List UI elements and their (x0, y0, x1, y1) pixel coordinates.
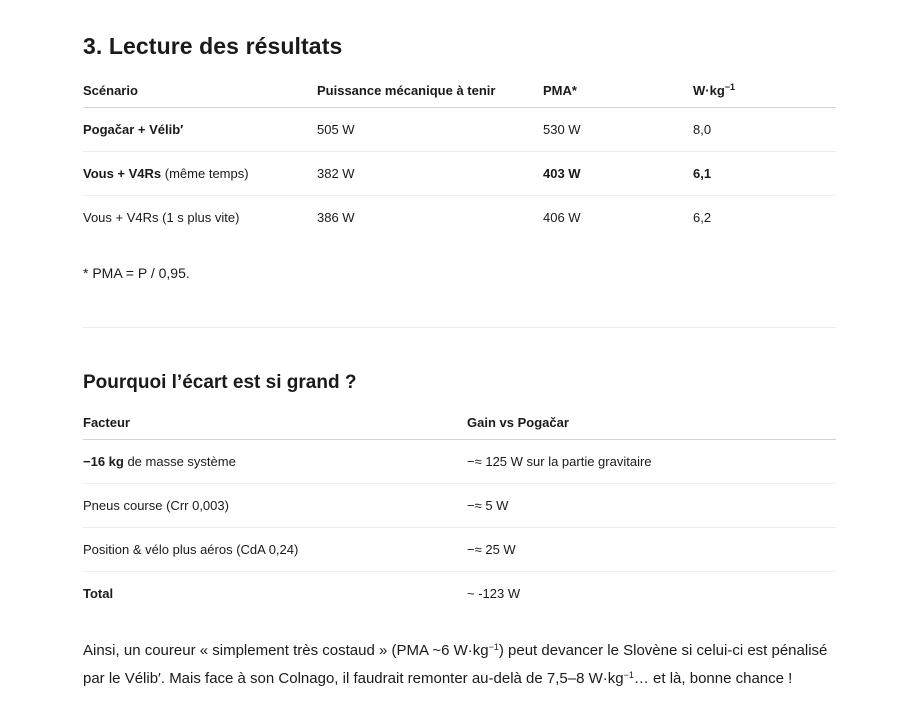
cell-factor (83, 572, 467, 616)
cell-factor (83, 440, 467, 484)
cell-pma: 406 W (543, 210, 581, 225)
cell-wkg: 6,1 (693, 152, 836, 196)
cell-gain: −≈ 125 W sur la partie gravitaire (467, 440, 836, 484)
cell-gain: −≈ 5 W (467, 484, 836, 528)
table-row (83, 152, 836, 196)
table-row (83, 572, 836, 616)
table-row (83, 108, 836, 152)
factor-text: Pneus course (Crr 0,003) (83, 498, 229, 513)
cell-gain: −≈ 25 W (467, 528, 836, 572)
header-wkg-exponent: −1 (724, 82, 736, 92)
header-gain: Gain vs Pogačar (467, 406, 836, 440)
header-factor: Facteur (83, 406, 467, 440)
section-heading: 3. Lecture des résultats (83, 33, 343, 59)
header-wkg (693, 74, 836, 108)
header-pma: PMA* (543, 74, 693, 108)
conclusion-exponent-1: −1 (488, 642, 499, 652)
header-scenario: Scénario (83, 74, 317, 108)
cell-pma: 530 W (543, 108, 693, 152)
table-row (83, 528, 836, 572)
conclusion-text-2: ) peut devancer le Slovène si celui-ci est pénalisé par le Vélib′. Mais face à son Colnago, il faudrait remonter au-delà de 7,5–8 W·kg (83, 642, 828, 687)
table-row (83, 196, 836, 240)
table-header-row (83, 406, 836, 440)
factor-text: Position & vélo plus aéros (CdA 0,24) (83, 542, 299, 557)
cell-pma: 403 W (543, 152, 693, 196)
table-header-row (83, 74, 836, 108)
cell-factor (83, 484, 467, 528)
cell-gain: ~ -123 W (467, 586, 521, 601)
cell-scenario (83, 196, 317, 240)
factors-table (83, 406, 836, 615)
cell-scenario (83, 108, 317, 152)
results-table (83, 74, 836, 239)
table-row (83, 484, 836, 528)
cell-power: 505 W (317, 108, 543, 152)
conclusion-text-3: … et là, bonne chance ! (633, 670, 793, 687)
cell-wkg: 6,2 (693, 210, 712, 225)
conclusion-exponent-2: −1 (623, 670, 634, 680)
conclusion-text-1: Ainsi, un coureur « simplement très costaud » (PMA ~6 W·kg (83, 642, 489, 659)
section-divider (83, 327, 836, 328)
scenario-text: (même temps) (161, 166, 249, 181)
scenario-bold: Vous + V4Rs (83, 166, 162, 181)
footnote: * PMA = P / 0,95. (83, 265, 190, 281)
cell-wkg: 8,0 (693, 108, 836, 152)
conclusion-paragraph (83, 637, 836, 693)
scenario-text: Vous + V4Rs (1 s plus vite) (83, 210, 240, 225)
factor-text: de masse système (123, 454, 236, 469)
cell-power: 386 W (317, 210, 355, 225)
header-power: Puissance mécanique à tenir (317, 74, 543, 108)
subsection-heading: Pourquoi l’écart est si grand ? (83, 372, 357, 393)
scenario-bold: Pogačar + Vélib′ (83, 122, 184, 137)
header-wkg-base: W·kg (693, 83, 725, 98)
cell-power: 382 W (317, 152, 543, 196)
table-row (83, 440, 836, 484)
factor-bold: Total (83, 586, 114, 601)
factor-bold: −16 kg (83, 454, 124, 469)
cell-factor (83, 528, 467, 572)
cell-scenario (83, 152, 317, 196)
